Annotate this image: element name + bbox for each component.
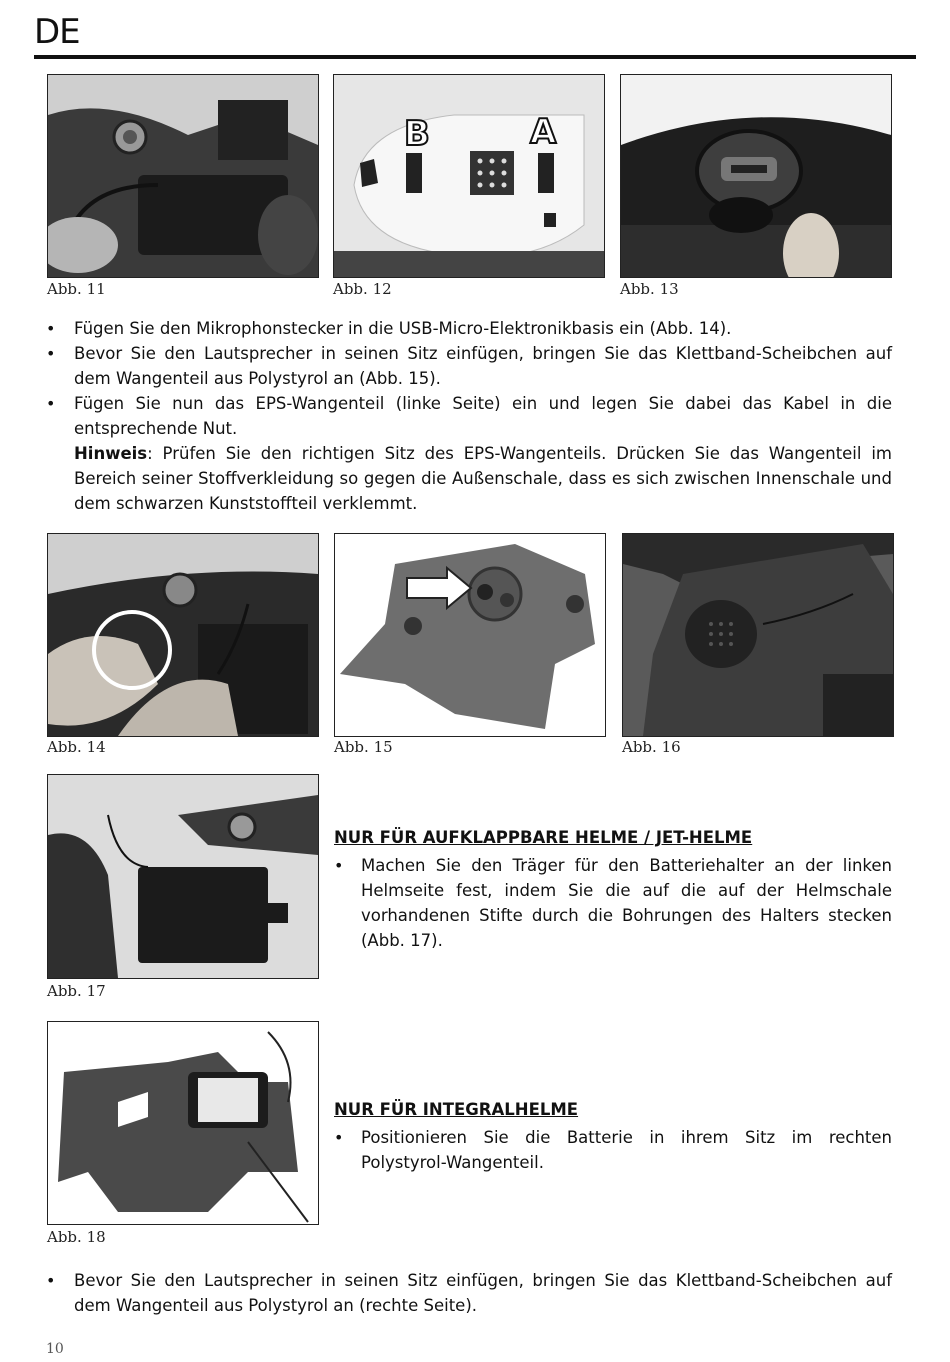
- instruction-text: Fügen Sie nun das EPS-Wangenteil (linke Seite) ein und legen Sie dabei das Kabel in die entsprechende Nut.: [74, 394, 892, 438]
- caption-abb-17: Abb. 17: [47, 982, 106, 1000]
- photo-abb-16: [622, 533, 894, 737]
- note-body: : Prüfen Sie den richtigen Sitz des EPS-Wangenteils. Drücken Sie das Wangenteil im Bereich seiner Stoffverkleidung so gegen die Außenschale, dass es sich zwischen Innenschale und dem schwarzen Kunststoffteil verklemmt.: [74, 444, 892, 513]
- section-heading-integral: NUR FÜR INTEGRALHELME: [334, 1100, 579, 1119]
- list-item: [46, 341, 892, 391]
- photo-abb-11: [47, 74, 319, 278]
- section-heading-jet: NUR FÜR AUFKLAPPBARE HELME / JET-HELME: [334, 828, 753, 847]
- instruction-text: Machen Sie den Träger für den Batteriehalter an der linken Helmseite fest, indem Sie die auf die auf der Helmschale vorhandenen Stifte durch die Bohrungen des Halters stecken (Abb. 17).: [361, 856, 892, 950]
- bullet-icon: •: [46, 344, 56, 363]
- label-a: A: [530, 112, 557, 152]
- photo-abb-15: [334, 533, 606, 737]
- caption-abb-15: Abb. 15: [334, 738, 393, 756]
- list-item: [46, 391, 892, 516]
- caption-abb-11: Abb. 11: [47, 280, 106, 298]
- bullet-icon: •: [334, 1128, 344, 1147]
- photo-abb-13: [620, 74, 892, 278]
- instruction-text: Bevor Sie den Lautsprecher in seinen Sitz einfügen, bringen Sie das Klettband-Scheibchen auf dem Wangenteil aus Polystyrol an (rechte Seite).: [74, 1271, 892, 1315]
- caption-abb-16: Abb. 16: [622, 738, 681, 756]
- bullet-icon: •: [46, 394, 56, 413]
- bullet-icon: •: [334, 856, 344, 875]
- bullet-icon: •: [46, 1271, 56, 1290]
- list-item: [46, 316, 892, 341]
- bullet-icon: •: [46, 319, 56, 338]
- instruction-text: Bevor Sie den Lautsprecher in seinen Sitz einfügen, bringen Sie das Klettband-Scheibchen auf dem Wangenteil aus Polystyrol an (Abb. 15).: [74, 344, 892, 388]
- list-item: [334, 853, 892, 953]
- page-number: 10: [46, 1341, 64, 1357]
- caption-abb-14: Abb. 14: [47, 738, 106, 756]
- note-text: [46, 441, 892, 516]
- caption-abb-18: Abb. 18: [47, 1228, 106, 1246]
- photo-abb-12: [333, 74, 605, 278]
- language-code: DE: [34, 12, 80, 52]
- list-item: [334, 1125, 892, 1175]
- instruction-text: Fügen Sie den Mikrophonstecker in die USB-Micro-Elektronikbasis ein (Abb. 14).: [74, 319, 732, 338]
- caption-abb-13: Abb. 13: [620, 280, 679, 298]
- list-item: [46, 1268, 892, 1318]
- header-rule: [34, 55, 916, 59]
- photo-abb-17: [47, 774, 319, 979]
- label-b: B: [404, 114, 430, 154]
- photo-abb-14: [47, 533, 319, 737]
- note-label: Hinweis: [74, 444, 148, 463]
- photo-abb-18: [47, 1021, 319, 1225]
- caption-abb-12: Abb. 12: [333, 280, 392, 298]
- instruction-text: Positionieren Sie die Batterie in ihrem Sitz im rechten Polystyrol-Wangenteil.: [361, 1128, 892, 1172]
